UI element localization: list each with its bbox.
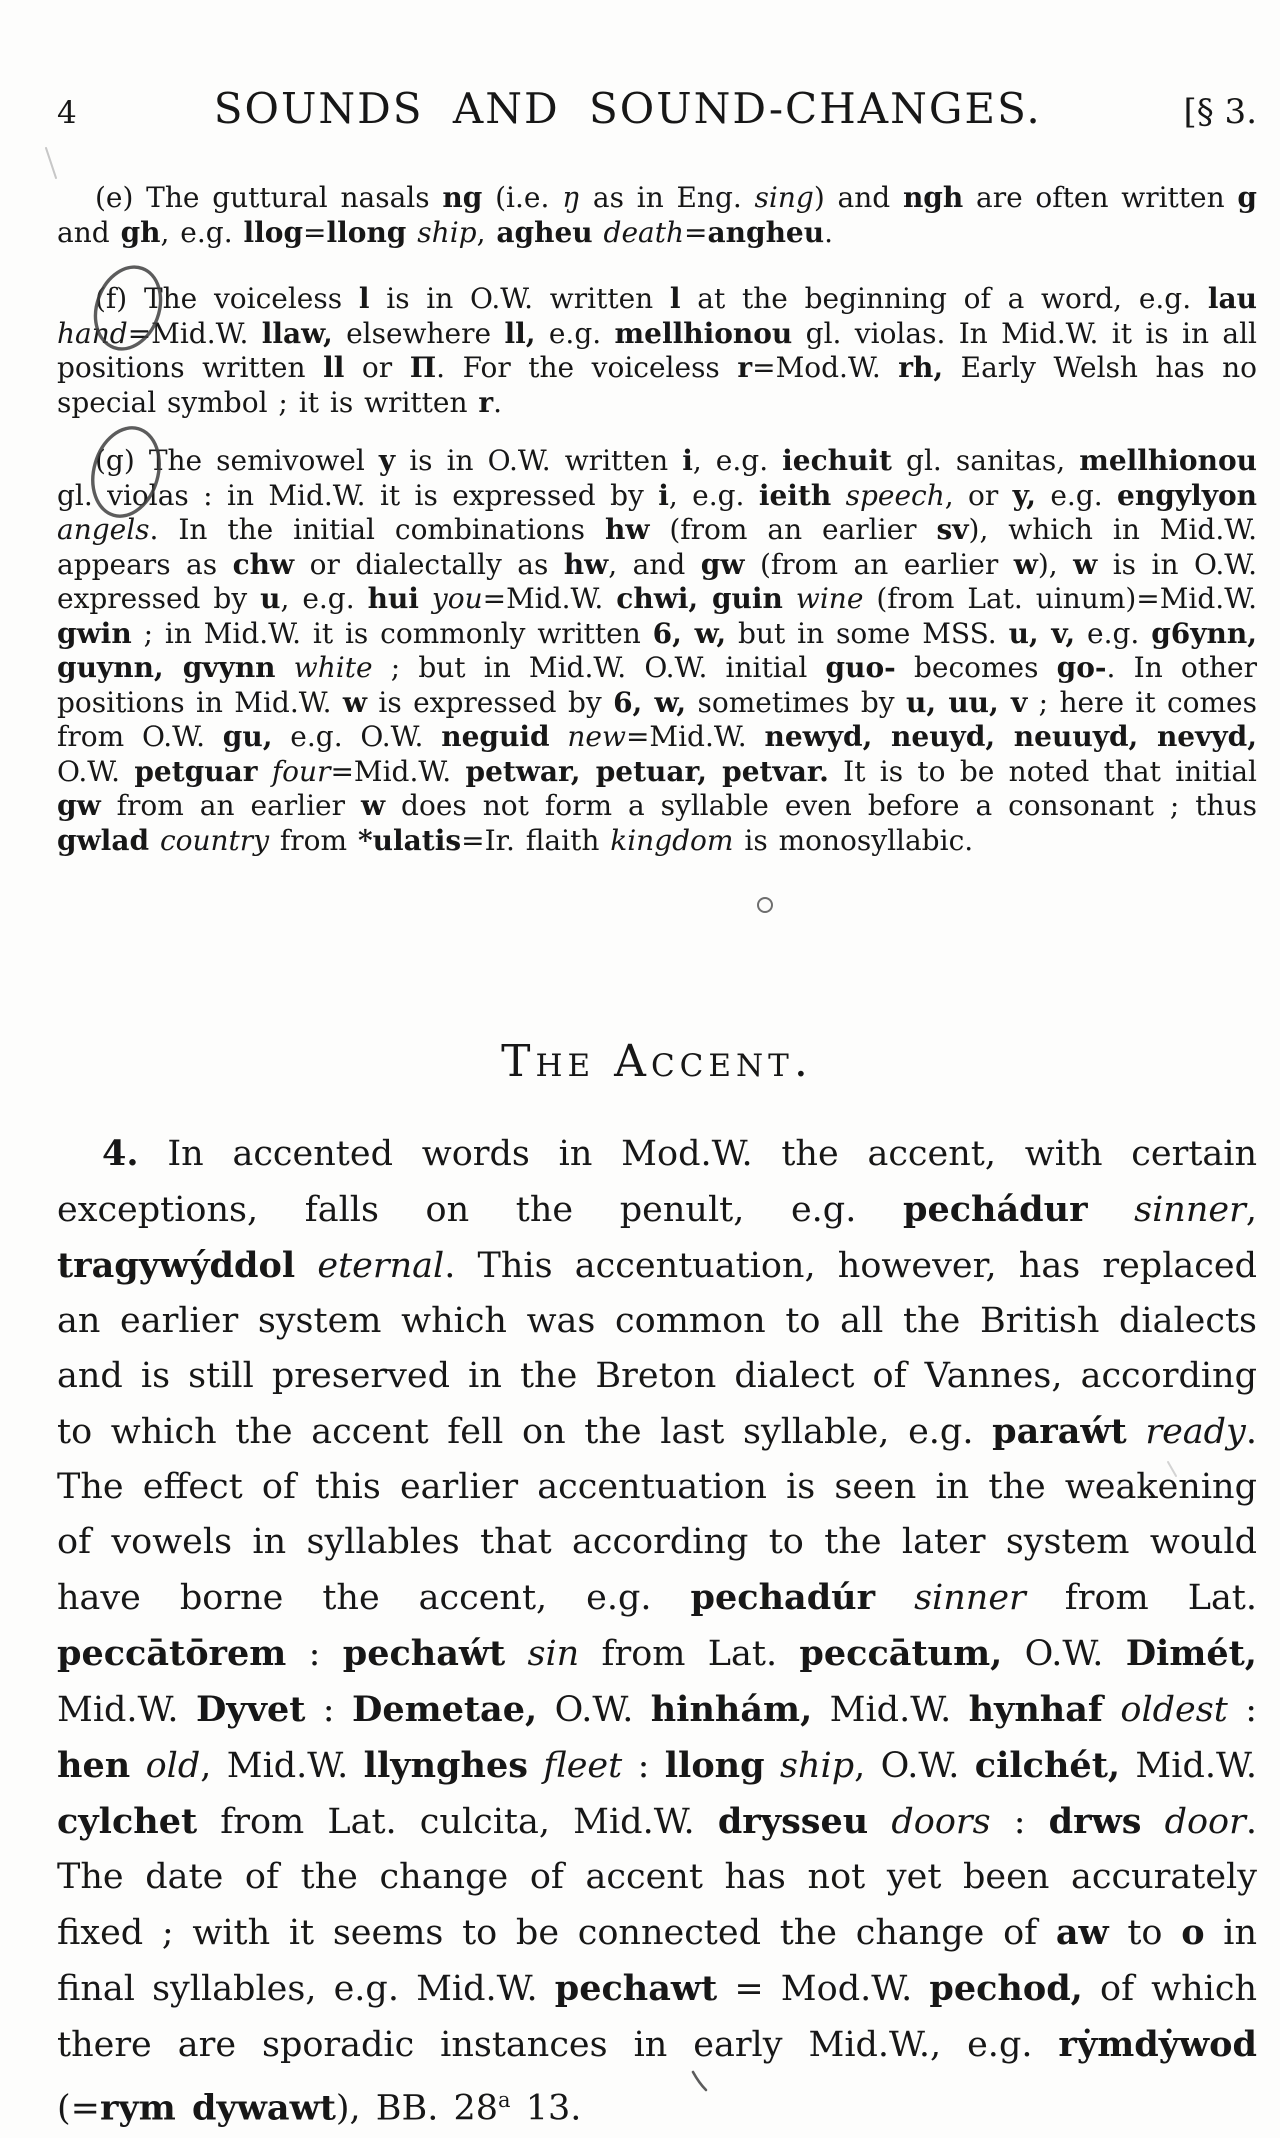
text-run: (from an earlier [649, 513, 937, 546]
text-run: sinner [914, 1578, 1026, 1618]
text-run [868, 1802, 891, 1842]
text-run [1088, 1190, 1135, 1230]
text-run: is in O.W. written [369, 282, 670, 315]
text-run: i [658, 478, 669, 512]
text-run: 13. [510, 2088, 582, 2129]
text-run: fleet [543, 1746, 623, 1786]
text-run: go- [1056, 651, 1107, 684]
text-run: are often written [963, 181, 1238, 214]
text-run: : [305, 1690, 352, 1730]
text-run: o [1181, 1912, 1205, 1953]
text-run: . In other positions in Mid.W. [57, 651, 1258, 719]
text-run: ll, [504, 316, 536, 350]
text-run: In accented words in Mod.W. the accent, with certain exceptions, falls on the penult, e.g. [57, 1134, 1257, 1230]
text-run: or [344, 351, 410, 384]
text-run: l [358, 282, 370, 315]
text-run: gw [57, 789, 101, 822]
text-run: =Mid.W. [625, 720, 765, 753]
text-run [257, 755, 271, 788]
text-run: drysseu [717, 1801, 869, 1842]
text-run: ll [323, 351, 345, 384]
text-run: elsewhere [332, 316, 505, 350]
page-header [57, 84, 1257, 133]
text-run [765, 1746, 780, 1786]
text-run: llaw, [261, 316, 333, 350]
text-run: = [684, 215, 708, 249]
text-run: wine [795, 582, 864, 615]
text-run: ngh [902, 181, 964, 214]
text-run: r [737, 351, 753, 384]
text-run [783, 582, 796, 615]
text-run: = [303, 215, 327, 249]
text-run: pechod, [929, 1968, 1083, 2009]
text-run: w [342, 685, 368, 719]
text-run: ship [780, 1746, 855, 1786]
text-run: , e.g. [692, 444, 783, 477]
text-run [550, 720, 568, 753]
text-run: petguar [134, 754, 258, 788]
text-run: 6, w, [613, 685, 687, 719]
text-run [528, 1746, 543, 1786]
text-run [276, 651, 294, 684]
text-run: i [682, 444, 693, 477]
text-run: l [669, 282, 681, 315]
text-run: new [567, 720, 626, 753]
text-run: a [498, 2088, 511, 2112]
text-run: =Mid.W. [482, 582, 617, 615]
text-run: is in O.W. written [395, 444, 683, 477]
text-run: gu, [222, 720, 273, 753]
text-run: hen [57, 1745, 131, 1786]
text-run [875, 1578, 914, 1618]
text-run: (from Lat. uinum)=Mid.W. [863, 582, 1257, 615]
text-run: ), which in Mid.W. appears as [57, 513, 1258, 581]
text-run: : [990, 1802, 1049, 1842]
text-run: Mid.W. [57, 1690, 196, 1730]
text-run: agheu [496, 215, 593, 249]
text-run: eternal [317, 1246, 445, 1286]
text-run: hand [57, 316, 128, 350]
text-run: , e.g. [668, 478, 759, 512]
text-run: (f) The voiceless [95, 282, 359, 315]
text-run: Dyvet [195, 1689, 306, 1730]
text-run: =Ir. flaith [461, 823, 611, 857]
text-run: does not form a syllable even before a consonant ; thus [385, 789, 1257, 822]
text-run: It is to be noted that initial [828, 754, 1257, 788]
text-run: gl. sanitas, [891, 444, 1080, 477]
text-run: Dimét, [1125, 1633, 1257, 1674]
text-run: hui [367, 582, 419, 615]
text-run: *ulatis [357, 823, 462, 857]
text-run: e.g. [1075, 616, 1152, 650]
text-run: old [145, 1746, 201, 1786]
text-run: from [269, 823, 358, 857]
text-run: u [260, 582, 281, 615]
text-run [1103, 1690, 1120, 1730]
text-run: is in O.W. expressed by [57, 547, 1258, 615]
text-run: 6, w, [652, 616, 727, 650]
stray-o-mark-icon [758, 898, 772, 912]
text-run: e.g. [535, 316, 615, 350]
text-run: oldest [1120, 1690, 1228, 1730]
text-run: angheu [707, 215, 825, 249]
text-run [505, 1634, 527, 1674]
text-run: of which there are sporadic instances in early Mid.W., e.g. [57, 1969, 1257, 2065]
text-run: gw [700, 547, 745, 581]
text-run: (e) The guttural nasals [95, 181, 443, 214]
text-run: . The effect of this earlier accentuation is seen in the weakening of vowels in syllables that according to the later system would have borne the accent, e.g. [57, 1412, 1257, 1618]
text-run: door [1164, 1802, 1246, 1842]
text-run: mellhionou [1079, 444, 1257, 477]
margin-stroke-icon [46, 148, 56, 178]
paragraph-4-accent-rules [57, 1126, 1257, 2137]
text-run: paraẃt [992, 1411, 1127, 1452]
text-run: to [1108, 1913, 1182, 1953]
text-run: g6ynn, guynn, gvynn [57, 616, 1257, 684]
text-run: ship [417, 215, 477, 249]
text-run: ; in Mid.W. it is commonly written [131, 616, 653, 650]
text-run: , e.g. [280, 582, 368, 615]
text-run: =Mod.W. [752, 351, 899, 384]
page-number: 4 [57, 95, 77, 131]
text-run: e.g. [1035, 478, 1118, 512]
text-run: gl. violas. In Mid.W. it is in all positions written [57, 316, 1257, 384]
text-run: O.W. [1002, 1634, 1126, 1674]
text-run: . The date of the change of accent has not yet been accurately fixed ; with it seems to be connected the change of [57, 1802, 1257, 1953]
text-run [593, 216, 604, 249]
text-run: from Lat. [1025, 1578, 1257, 1618]
text-run: and [57, 215, 121, 249]
text-run: llynghes [363, 1745, 528, 1786]
text-run: ready [1145, 1412, 1246, 1452]
text-run: ng [442, 181, 483, 214]
text-run: mellhionou [614, 316, 793, 350]
text-run: or dialectally as [294, 547, 564, 581]
text-run: hynhaf [968, 1689, 1103, 1730]
text-run [130, 1746, 145, 1786]
text-run: gwlad [57, 823, 150, 857]
text-run: angels [57, 513, 150, 546]
text-run: pechádur [902, 1189, 1088, 1230]
text-run: (g) The semivowel [95, 444, 379, 477]
text-run [406, 216, 417, 249]
text-run: but in some MSS. [726, 616, 1009, 650]
text-run: sv [936, 513, 969, 546]
text-run: from Lat. [579, 1634, 800, 1674]
text-run: w [360, 789, 386, 822]
text-run: 4. [102, 1133, 139, 1174]
text-run: aw [1055, 1912, 1109, 1953]
text-run: . For the voiceless [436, 351, 738, 384]
text-run: iechuit [782, 444, 892, 477]
text-run: ) and [813, 181, 903, 214]
text-run: u, v, [1008, 616, 1076, 650]
text-run: (i.e. [482, 181, 563, 214]
text-run: ŋ [562, 181, 581, 214]
text-run: ieith [758, 478, 832, 512]
text-run: e.g. O.W. [272, 720, 442, 753]
text-run: : [286, 1634, 343, 1674]
text-run: hw [563, 547, 609, 581]
text-run: in final syllables, e.g. Mid.W. [57, 1913, 1257, 2009]
text-run: is expressed by [367, 685, 614, 719]
text-run: ), [1037, 547, 1074, 581]
text-run: , e.g. [160, 215, 244, 249]
text-run: llog [243, 215, 304, 249]
text-run: lau [1207, 282, 1257, 315]
running-title: SOUNDS AND SOUND-CHANGES. [213, 84, 1042, 133]
text-run: country [159, 823, 270, 857]
text-run: gwin [57, 616, 132, 650]
text-run: guo- [825, 651, 896, 684]
text-run [295, 1246, 317, 1286]
text-run: =Mid.W. [127, 316, 262, 350]
text-run: ; here it comes from O.W. [57, 685, 1257, 753]
text-run: white [293, 651, 373, 684]
paragraph-g-semivowel-y [57, 444, 1257, 858]
text-run: Π [409, 351, 437, 384]
text-run: (= [57, 2088, 100, 2129]
text-run: Early Welsh has no special symbol ; it is written [57, 351, 1257, 419]
text-run: , and [608, 547, 701, 581]
text-run: u, uu, v [906, 685, 1028, 719]
text-run: pechaẃt [342, 1633, 506, 1674]
text-run: chwi, guin [616, 582, 783, 615]
text-run: tragywýddol [57, 1245, 296, 1286]
text-run: y, [1012, 478, 1036, 512]
text-run [1141, 1802, 1164, 1842]
text-run: . [493, 385, 503, 419]
text-run: chw [232, 547, 295, 581]
text-run: sinner [1134, 1190, 1246, 1230]
text-run: cylchet [57, 1801, 198, 1842]
section-heading-the-accent: The Accent. [501, 1036, 813, 1087]
text-run: pechadúr [690, 1577, 876, 1618]
text-run: : [622, 1746, 665, 1786]
text-run: , O.W. [854, 1746, 975, 1786]
text-run: drws [1048, 1801, 1142, 1842]
text-run: rh, [898, 351, 944, 384]
text-run: as in Eng. [580, 181, 755, 214]
text-run: , [476, 215, 497, 249]
text-run: , [1245, 1190, 1257, 1230]
text-run: rym dywawt [99, 2087, 336, 2129]
text-run: . In the initial combinations [149, 513, 605, 546]
text-run: r [478, 385, 494, 419]
text-run: w [1073, 547, 1098, 581]
text-run: ; but in Mid.W. O.W. initial [372, 651, 826, 684]
text-run: Demetae, [351, 1689, 538, 1730]
text-run: speech [845, 478, 945, 512]
text-run: is monosyllabic. [733, 823, 974, 857]
text-run: rẏmdẏwod [1058, 2024, 1257, 2065]
text-run [149, 824, 160, 857]
text-run: g [1237, 181, 1257, 214]
text-run: doors [891, 1802, 991, 1842]
text-run: hw [604, 513, 650, 546]
text-run: engylyon [1117, 478, 1257, 512]
section-reference: [§ 3. [1183, 92, 1257, 132]
text-run: gl. violas : in Mid.W. it is expressed by [57, 478, 659, 512]
text-run: peccātum, [799, 1633, 1003, 1674]
text-run: newyd, neuyd, neuuyd, nevyd, [764, 720, 1257, 753]
paragraph-f-voiceless-l [57, 282, 1257, 420]
text-run: hinhám, [650, 1689, 813, 1730]
text-run: . This accentuation, however, has replaced an earlier system which was common to all the British dialects and is still preserved in the Breton dialect of Vannes, according to which the accent fell on the last syllable, e.g. [57, 1246, 1257, 1452]
text-run: llong [326, 215, 407, 249]
text-run: Mid.W. [1120, 1746, 1257, 1786]
text-run: sometimes by [686, 685, 906, 719]
text-run: y [378, 444, 396, 477]
text-run: gh [120, 215, 161, 249]
paragraph-e-guttural-nasals [57, 181, 1257, 250]
text-run: ), BB. 28 [335, 2088, 499, 2129]
text-run: w [1013, 547, 1038, 581]
text-run: at the beginning of a word, e.g. [680, 282, 1208, 315]
text-run: Mid.W. [812, 1690, 969, 1730]
text-run: . [824, 215, 834, 249]
text-run: sin [527, 1634, 580, 1674]
text-run: peccātōrem [57, 1633, 287, 1674]
text-run [1127, 1412, 1146, 1452]
text-run: from an earlier [100, 789, 361, 822]
text-run: =Mid.W. [330, 754, 466, 788]
text-run: O.W. [537, 1690, 651, 1730]
text-run: kingdom [610, 823, 734, 857]
text-run: becomes [895, 651, 1057, 684]
text-run: death [603, 215, 685, 249]
text-run: pechawt [554, 1968, 718, 2009]
text-run: llong [664, 1745, 765, 1786]
text-run: , or [944, 478, 1013, 512]
text-run: sing [754, 181, 814, 214]
text-run [831, 479, 845, 512]
text-run: petwar, petuar, petvar. [465, 754, 829, 788]
text-run: neguid [441, 720, 550, 753]
text-run: : [1227, 1690, 1257, 1730]
text-run: , Mid.W. [200, 1746, 364, 1786]
text-run: O.W. [57, 754, 135, 788]
text-run: = Mod.W. [717, 1969, 930, 2009]
text-run [419, 582, 432, 615]
text-run: four [271, 754, 331, 788]
text-run: cilchét, [974, 1745, 1121, 1786]
text-run: from Lat. culcita, Mid.W. [197, 1802, 718, 1842]
text-run: you [431, 582, 483, 615]
text-run: (from an earlier [744, 547, 1014, 581]
